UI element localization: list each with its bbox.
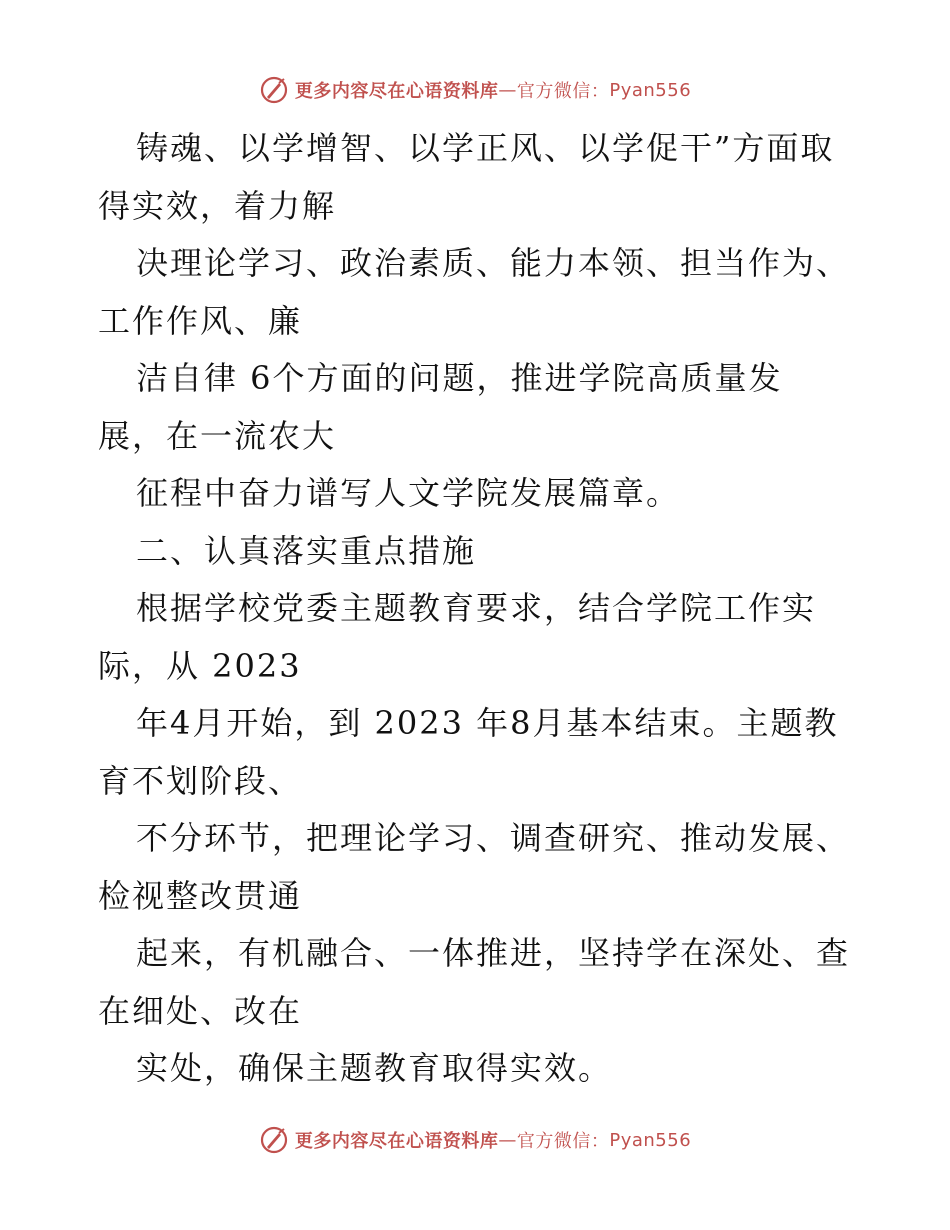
document-body	[98, 120, 858, 1098]
body-line: 检视整改贯通	[98, 876, 303, 915]
footer-banner	[0, 1120, 950, 1160]
section-heading: 二、认真落实重点措施	[136, 531, 477, 570]
body-line: 征程中奋力谱写人文学院发展篇章。	[136, 474, 681, 512]
quill-logo-icon	[259, 1125, 289, 1155]
body-line: 决理论学习、政治素质、能力本领、担当作为、	[136, 244, 851, 282]
body-line: 展，在一流农大	[98, 416, 337, 455]
body-line: 在细处、改在	[98, 991, 303, 1030]
banner-secondary-text: 官方微信：	[516, 1131, 610, 1152]
banner-primary-text: 更多内容尽在心语资料库	[294, 1131, 499, 1152]
body-line: 不分环节，把理论学习、调查研究、推动发展、	[136, 819, 851, 857]
body-line: 根据学校党委主题教育要求，结合学院工作实	[136, 589, 817, 627]
body-line: 铸魂、以学增智、以学正风、以学促干”方面取	[136, 129, 835, 167]
body-line: 得实效，着力解	[98, 186, 337, 225]
body-line: 育不划阶段、	[98, 761, 303, 800]
banner-wechat-id: Pyan556	[609, 79, 692, 101]
quill-logo-icon	[259, 75, 289, 105]
header-banner	[0, 70, 950, 110]
body-line: 际，从 2023	[98, 646, 302, 685]
banner-secondary-text: 官方微信：	[516, 81, 610, 102]
body-line: 工作作风、廉	[98, 301, 303, 340]
body-line: 洁自律 6个方面的问题，推进学院高质量发	[136, 359, 783, 397]
body-line: 起来，有机融合、一体推进，坚持学在深处、查	[136, 934, 851, 972]
body-line: 实处，确保主题教育取得实效。	[136, 1049, 613, 1087]
body-line: 年4月开始，到 2023 年8月基本结束。主题教	[136, 704, 839, 742]
banner-primary-text: 更多内容尽在心语资料库	[294, 81, 499, 102]
banner-dash: —	[498, 1129, 517, 1151]
banner-wechat-id: Pyan556	[609, 1129, 692, 1151]
banner-dash: —	[498, 79, 517, 101]
